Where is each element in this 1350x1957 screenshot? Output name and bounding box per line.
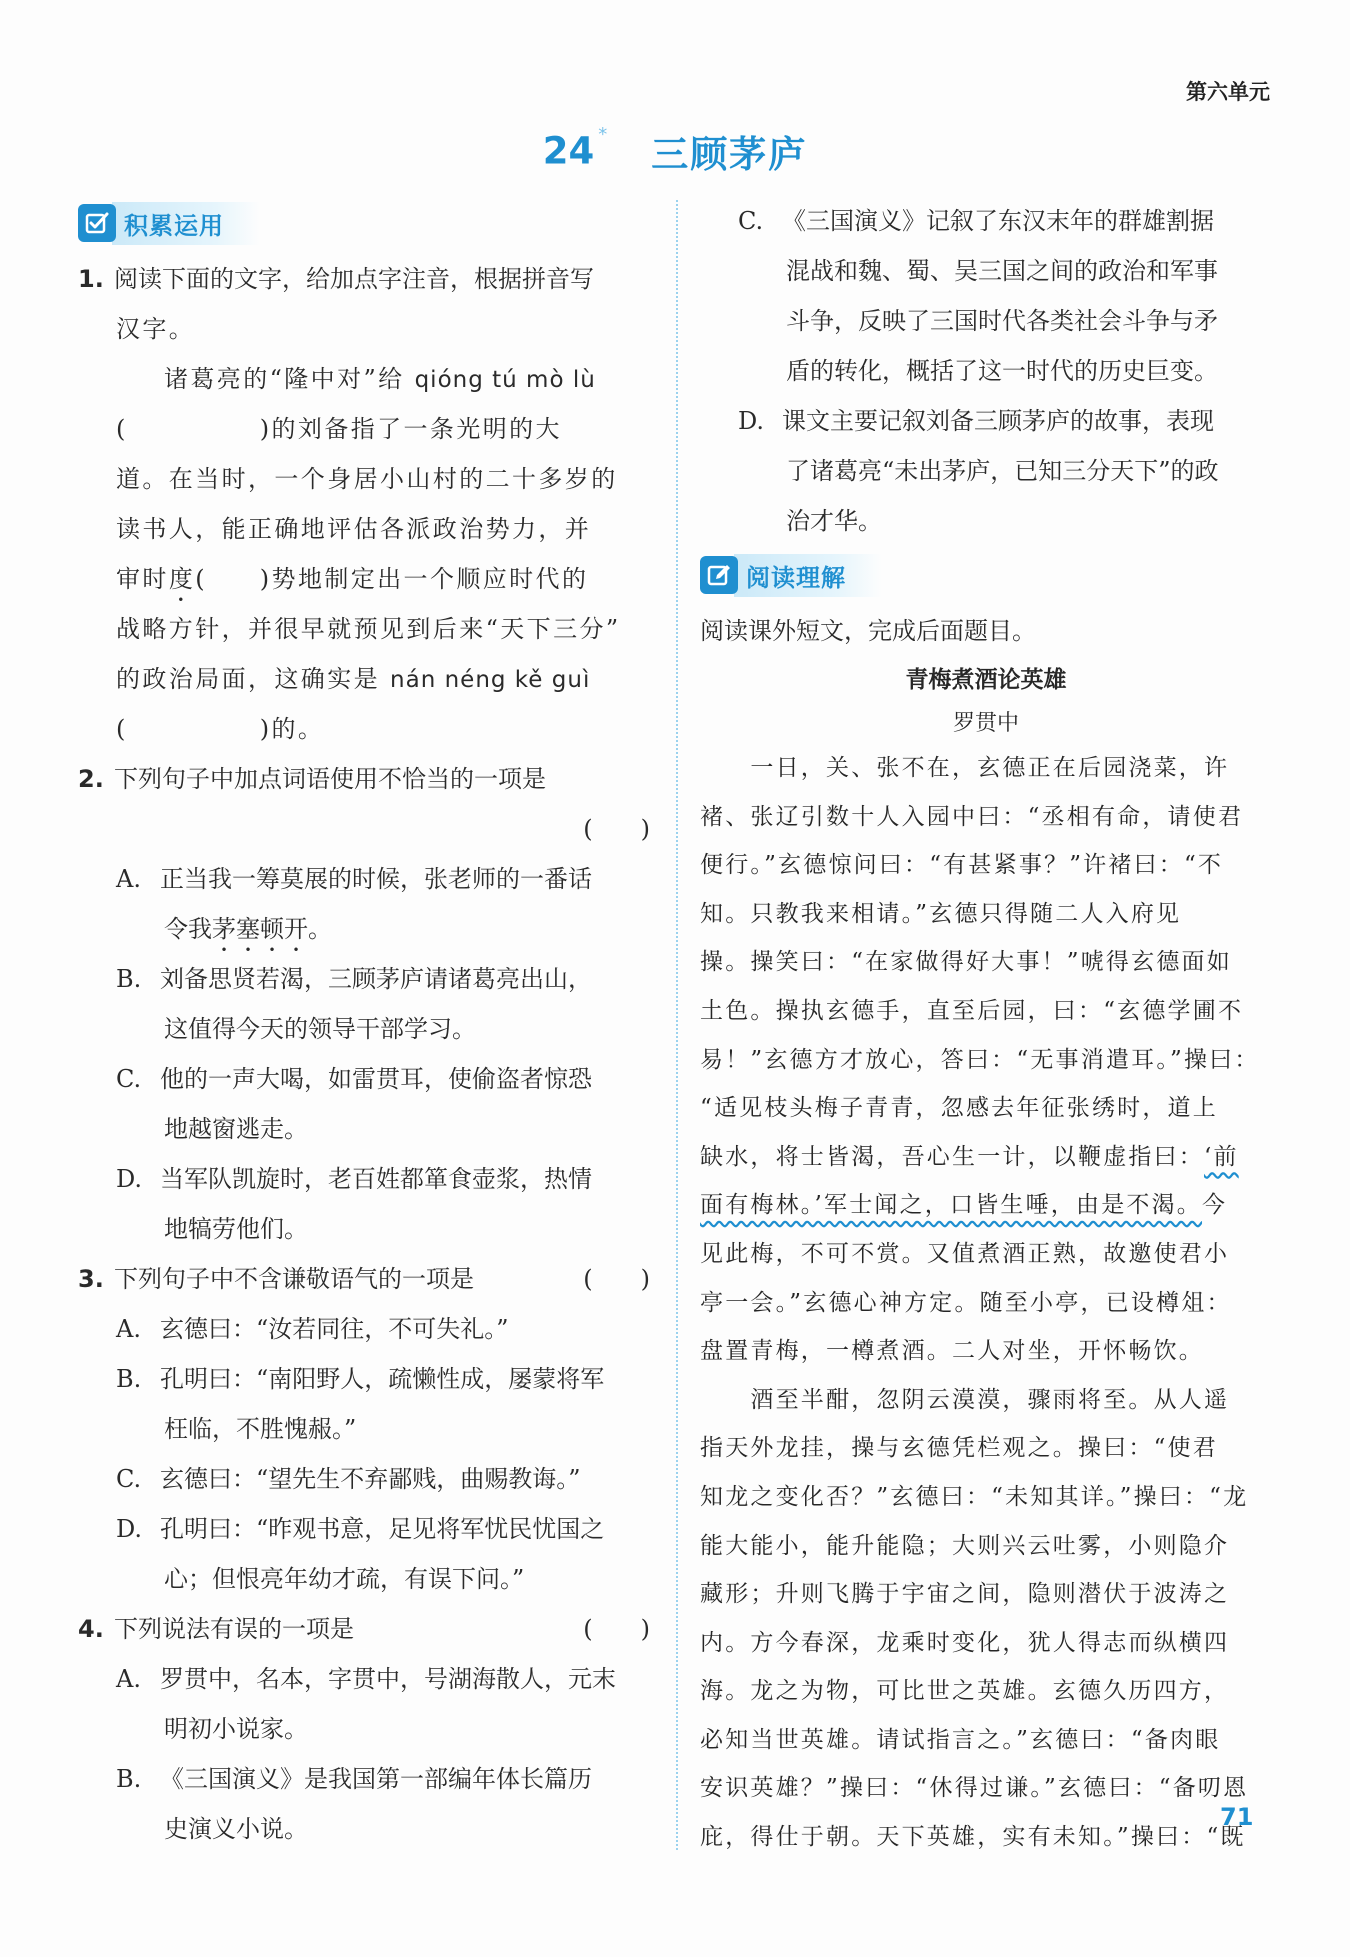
lesson-title-text: 三顾茅庐 bbox=[651, 133, 808, 176]
passage-text: 战略方针，并很早就预见到后来“天下三分” bbox=[116, 615, 621, 643]
question-text: 下列句子中不含谦敬语气的一项是 bbox=[114, 1265, 474, 1293]
article-text: 知。只教我来相请。”玄德只得随二人入府见 bbox=[700, 900, 1182, 927]
article-line bbox=[700, 938, 1272, 987]
article-text: 庇，得仕于朝。天下英雄，实有未知。”操曰：“既 bbox=[700, 1824, 1246, 1851]
article-text: 知龙之变化否？”玄德曰：“未知其详。”操曰：“龙 bbox=[700, 1483, 1249, 1510]
article-line bbox=[700, 841, 1272, 890]
right-column bbox=[700, 196, 1272, 1862]
article-text: 便行。”玄德惊问曰：“有甚紧事？”许褚曰：“不 bbox=[700, 852, 1224, 879]
article-line bbox=[700, 1424, 1272, 1473]
article-text: 海。龙之为物，可比世之英雄。玄德久历四方， bbox=[700, 1678, 1230, 1705]
left-line bbox=[78, 1304, 650, 1354]
questions-list bbox=[78, 254, 650, 1854]
option-letter: C. bbox=[738, 207, 764, 235]
left-line bbox=[78, 404, 650, 454]
option-text: 地犒劳他们。 bbox=[164, 1215, 308, 1243]
article-line bbox=[700, 1716, 1272, 1765]
article-line bbox=[700, 1181, 1272, 1230]
left-line bbox=[78, 1754, 650, 1804]
option-text: 治才华。 bbox=[786, 507, 882, 535]
left-line bbox=[78, 254, 650, 304]
option-letter: A. bbox=[116, 1665, 141, 1693]
option-text: 了诸葛亮“未出茅庐，已知三分天下”的政 bbox=[786, 457, 1219, 485]
article-author: 罗贯中 bbox=[952, 711, 1019, 736]
article-line bbox=[700, 1667, 1272, 1716]
left-line bbox=[78, 1204, 650, 1254]
left-line bbox=[78, 854, 650, 904]
option-text: 《三国演义》记叙了东汉末年的群雄割据 bbox=[782, 207, 1214, 235]
article-text: 酒至半酣，忽阴云漠漠，骤雨将至。从人遥 bbox=[700, 1386, 1230, 1413]
option-letter: B. bbox=[116, 1765, 142, 1793]
option-text: 明初小说家。 bbox=[164, 1715, 308, 1743]
passage-text: ( )的。 bbox=[116, 715, 325, 743]
section-label: 阅读理解 bbox=[734, 554, 882, 597]
article-line bbox=[700, 1084, 1272, 1133]
option-text: 枉临，不胜愧赧。” bbox=[164, 1415, 357, 1443]
option-text: 这值得今天的领导干部学习。 bbox=[164, 1015, 476, 1043]
unit-label: 第六单元 bbox=[1186, 80, 1270, 104]
option-text: 令我 bbox=[164, 915, 212, 943]
left-line bbox=[78, 704, 650, 754]
article-text: 必知当世英雄。请试指言之。”玄德曰：“备肉眼 bbox=[700, 1726, 1221, 1753]
option-letter: A. bbox=[116, 1315, 141, 1343]
right-line bbox=[700, 196, 1272, 246]
option-text: 孔明曰：“昨观书意，足见将军忧民忧国之 bbox=[160, 1515, 605, 1543]
right-line bbox=[700, 496, 1272, 546]
pinyin-prompt: nán néng kě guì bbox=[390, 667, 591, 693]
option-text: 刘备思贤若渴，三顾茅庐请诸葛亮出山， bbox=[160, 965, 592, 993]
right-line bbox=[700, 296, 1272, 346]
left-column bbox=[78, 200, 650, 1854]
option-text: 混战和魏、蜀、吴三国之间的政治和军事 bbox=[786, 257, 1218, 285]
section-header-accumulate bbox=[78, 200, 650, 246]
section-header-reading bbox=[700, 552, 1272, 598]
option-letter: C. bbox=[116, 1065, 142, 1093]
column-divider bbox=[676, 200, 678, 1850]
left-line bbox=[78, 1804, 650, 1854]
article-text: 操。操笑曰：“在家做得好大事！”唬得玄德面如 bbox=[700, 949, 1232, 976]
article-text: 能大能小，能升能隐；大则兴云吐雾，小则隐介 bbox=[700, 1532, 1230, 1559]
article-line bbox=[700, 744, 1272, 793]
article-line bbox=[700, 1036, 1272, 1085]
article-line bbox=[700, 1230, 1272, 1279]
option-text: 正当我一筹莫展的时候，张老师的一番话 bbox=[160, 865, 592, 893]
reading-instruction: 阅读课外短文，完成后面题目。 bbox=[700, 617, 1036, 645]
option-text: 罗贯中，名本，字贯中，号湖海散人，元末 bbox=[160, 1665, 616, 1693]
article-body bbox=[700, 744, 1272, 1862]
option-text: 玄德曰：“望先生不弃鄙贱，曲赐教诲。” bbox=[160, 1465, 581, 1493]
article-text: 易！”玄德方才放心，答曰：“无事消遣耳。”操曰： bbox=[700, 1046, 1260, 1073]
option-letter: D. bbox=[116, 1165, 143, 1193]
answer-blank: ( ) bbox=[583, 1615, 650, 1643]
left-line bbox=[78, 654, 650, 704]
passage-text: 的政治局面，这确实是 bbox=[116, 665, 391, 693]
option-letter: D. bbox=[738, 407, 765, 435]
article-text: 盘置青梅，一樽煮酒。二人对坐，开怀畅饮。 bbox=[700, 1338, 1204, 1365]
left-line bbox=[78, 954, 650, 1004]
answer-blank: ( ) bbox=[583, 1265, 650, 1293]
left-line bbox=[78, 1154, 650, 1204]
option-letter: B. bbox=[116, 965, 142, 993]
left-line bbox=[78, 1404, 650, 1454]
article-line bbox=[700, 1813, 1272, 1862]
left-line bbox=[78, 904, 650, 954]
wavy-underlined-text: ‘前 bbox=[1204, 1143, 1239, 1170]
passage-text: 汉字。 bbox=[116, 315, 196, 343]
question-number: 3. bbox=[78, 1265, 104, 1293]
option-text: 地越窗逃走。 bbox=[164, 1115, 308, 1143]
article-line bbox=[700, 987, 1272, 1036]
article-line bbox=[700, 1279, 1272, 1328]
article-line bbox=[700, 890, 1272, 939]
right-line bbox=[700, 246, 1272, 296]
passage-text: 读书人，能正确地评估各派政治势力，并 bbox=[116, 515, 592, 543]
passage-text: 诸葛亮的“隆中对”给 bbox=[164, 365, 415, 393]
option-text: 他的一声大喝，如雷贯耳，使偷盗者惊恐 bbox=[160, 1065, 592, 1093]
question-number: 2. bbox=[78, 765, 104, 793]
left-line bbox=[78, 1604, 650, 1654]
option-letter: D. bbox=[116, 1515, 143, 1543]
left-line bbox=[78, 804, 650, 854]
left-line bbox=[78, 1054, 650, 1104]
article-text: 缺水，将士皆渴，吾心生一计，以鞭虚指曰： bbox=[700, 1143, 1204, 1170]
article-text: 内。方今春深，龙乘时变化，犹人得志而纵横四 bbox=[700, 1629, 1230, 1656]
pencil-icon bbox=[700, 556, 738, 594]
option-text: 《三国演义》是我国第一部编年体长篇历 bbox=[160, 1765, 592, 1793]
page-number: 71 bbox=[1220, 1803, 1254, 1831]
option-letter: B. bbox=[116, 1365, 142, 1393]
answer-blank: ( ) bbox=[583, 815, 650, 843]
article-text: 亭一会。”玄德心神方定。随至小亭，已设樽俎： bbox=[700, 1289, 1232, 1316]
question-text: 阅读下面的文字，给加点字注音，根据拼音写 bbox=[114, 265, 594, 293]
passage-text: ( )的刘备指了一条光明的大 bbox=[116, 415, 562, 443]
left-line bbox=[78, 554, 650, 604]
option-text: 孔明曰：“南阳野人，疏懒性成，屡蒙将军 bbox=[160, 1365, 605, 1393]
option-letter: C. bbox=[116, 1465, 142, 1493]
check-icon bbox=[78, 204, 116, 242]
passage-text: 道。在当时，一个身居小山村的二十多岁的 bbox=[116, 465, 618, 493]
passage-text: 审时 bbox=[116, 565, 169, 593]
article-line bbox=[700, 1473, 1272, 1522]
article-text: 褚、张辽引数十人入园中曰：“丞相有命，请使君 bbox=[700, 803, 1244, 830]
left-line bbox=[78, 1104, 650, 1154]
article-text: “适见枝头梅子青青，忽感去年征张绣时，道上 bbox=[700, 1095, 1218, 1122]
article-line bbox=[700, 1570, 1272, 1619]
article-line bbox=[700, 793, 1272, 842]
option-letter: A. bbox=[116, 865, 141, 893]
passage-text: ( )势地制定出一个顺应时代的 bbox=[195, 565, 589, 593]
article-text: 指天外龙挂，操与玄德凭栏观之。操曰：“使君 bbox=[700, 1435, 1218, 1462]
option-text: 。 bbox=[308, 915, 332, 943]
article-text: 今 bbox=[1202, 1192, 1228, 1219]
left-line bbox=[78, 454, 650, 504]
section-label: 积累运用 bbox=[112, 202, 260, 245]
article-text: 藏形；升则飞腾于宇宙之间，隐则潜伏于波涛之 bbox=[700, 1581, 1230, 1608]
left-line bbox=[78, 1704, 650, 1754]
article-title: 青梅煮酒论英雄 bbox=[905, 667, 1067, 693]
option-text: 课文主要记叙刘备三顾茅庐的故事，表现 bbox=[782, 407, 1214, 435]
dotted-character: 度 bbox=[168, 565, 196, 593]
left-line bbox=[78, 504, 650, 554]
article-text: 一日，关、张不在，玄德正在后园浇菜，许 bbox=[700, 755, 1230, 781]
left-line bbox=[78, 304, 650, 354]
dotted-phrase: 茅塞顿开 bbox=[212, 915, 308, 943]
left-line bbox=[78, 1654, 650, 1704]
article-line bbox=[700, 1522, 1272, 1571]
option-text: 斗争，反映了三国时代各类社会斗争与矛 bbox=[786, 307, 1218, 335]
article-line bbox=[700, 1376, 1272, 1425]
option-text: 史演义小说。 bbox=[164, 1815, 308, 1843]
article-line bbox=[700, 1619, 1272, 1668]
left-line bbox=[78, 1504, 650, 1554]
right-line bbox=[700, 346, 1272, 396]
question-4-continued bbox=[700, 196, 1272, 546]
left-line bbox=[78, 604, 650, 654]
left-line bbox=[78, 1354, 650, 1404]
right-line bbox=[700, 446, 1272, 496]
question-number: 1. bbox=[78, 265, 104, 293]
option-text: 玄德曰：“汝若同往，不可失礼。” bbox=[160, 1315, 509, 1343]
left-line bbox=[78, 754, 650, 804]
left-line bbox=[78, 1454, 650, 1504]
left-line bbox=[78, 1004, 650, 1054]
wavy-underlined-text: 面有梅林。’军士闻之，口皆生唾，由是不渴。 bbox=[700, 1192, 1203, 1219]
article-line bbox=[700, 1764, 1272, 1813]
question-text: 下列句子中加点词语使用不恰当的一项是 bbox=[114, 765, 546, 793]
article-line bbox=[700, 1133, 1272, 1182]
option-text: 心；但恨亮年幼才疏，有误下问。” bbox=[164, 1565, 525, 1593]
lesson-title bbox=[0, 124, 1350, 178]
option-text: 盾的转化，概括了这一时代的历史巨变。 bbox=[786, 357, 1218, 385]
article-text: 土色。操执玄德手，直至后园，曰：“玄德学圃不 bbox=[700, 997, 1244, 1024]
lesson-number: 24 bbox=[542, 129, 595, 173]
left-line bbox=[78, 354, 650, 404]
article-text: 安识英雄？”操曰：“休得过谦。”玄德曰：“备叨恩 bbox=[700, 1775, 1249, 1802]
lesson-star-mark: * bbox=[598, 124, 608, 145]
question-number: 4. bbox=[78, 1615, 104, 1643]
option-text: 当军队凯旋时，老百姓都箪食壶浆，热情 bbox=[160, 1165, 592, 1193]
article-line bbox=[700, 1327, 1272, 1376]
pinyin-prompt: qióng tú mò lù bbox=[414, 367, 596, 393]
question-text: 下列说法有误的一项是 bbox=[114, 1615, 354, 1643]
article-text: 见此梅，不可不赏。又值煮酒正熟，故邀使君小 bbox=[700, 1240, 1230, 1267]
right-line bbox=[700, 396, 1272, 446]
left-line bbox=[78, 1254, 650, 1304]
left-line bbox=[78, 1554, 650, 1604]
